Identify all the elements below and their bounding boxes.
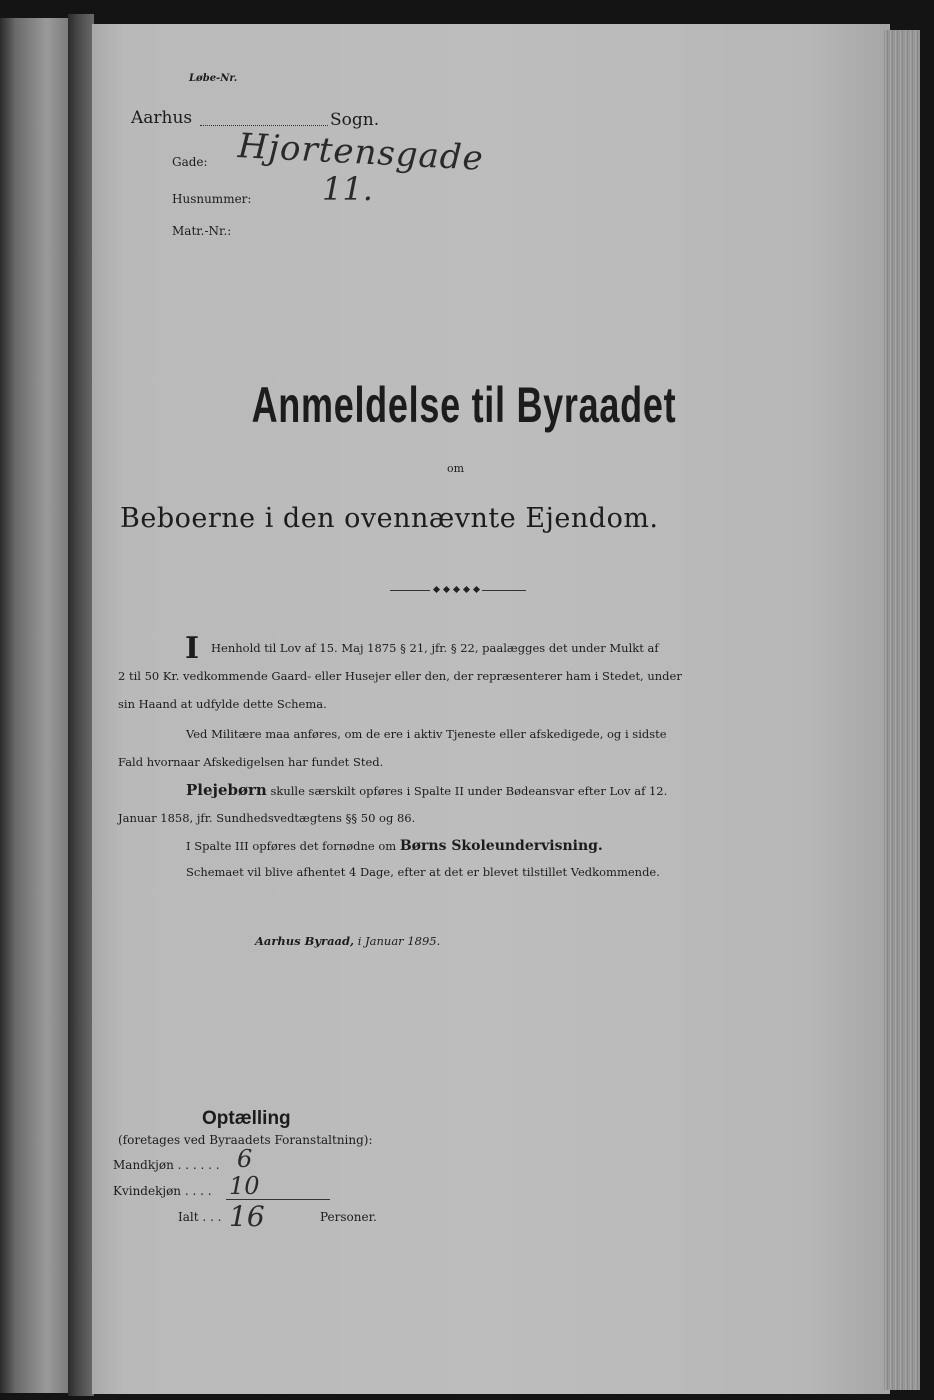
right-page-edges — [884, 30, 920, 1390]
paragraph-5: Schemaet vil blive afhentet 4 Dage, efter at det er blevet tilstillet Vedkommende. — [186, 865, 660, 879]
ornament-divider — [390, 589, 526, 593]
sogn-label: Sogn. — [330, 110, 380, 130]
matr-nr-label: Matr.-Nr.: — [172, 224, 232, 238]
count-subtitle: (foretages ved Byraadets Foranstaltning): — [118, 1133, 373, 1147]
paragraph-1-line-2: 2 til 50 Kr. vedkommende Gaard- eller Husejer eller den, der repræsenterer ham i Stedet, under — [118, 669, 682, 683]
paragraph-3-line-1 — [186, 776, 667, 805]
city-label: Aarhus — [131, 108, 193, 128]
plejeborn-emphasis: Plejebørn — [186, 781, 267, 799]
paragraph-3-line-1-text: skulle særskilt opføres i Spalte II under Bødeansvar efter Lov af 12. — [270, 784, 668, 798]
gade-label: Gade: — [172, 155, 208, 169]
om-label: om — [447, 462, 465, 475]
book-gutter — [68, 14, 94, 1396]
paragraph-2-line-2: Fald hvornaar Afskedigelsen har fundet Sted. — [118, 755, 384, 769]
initial-letter: I — [185, 631, 200, 666]
skoleundervisning-emphasis: Børns Skoleundervisning. — [399, 838, 603, 854]
ialt-handwritten-value: 16 — [229, 1200, 265, 1233]
kvindekjon-label: Kvindekjøn . . . . — [113, 1184, 212, 1198]
kvindekjon-handwritten-value: 10 — [229, 1172, 260, 1200]
sogn-dotted-line — [200, 125, 328, 126]
paragraph-2-line-1: Ved Militære maa anføres, om de ere i aktiv Tjeneste eller afskedigede, og i sidste — [186, 727, 667, 741]
subtitle: Beboerne i den ovennævnte Ejendom. — [120, 503, 659, 534]
husnummer-label: Husnummer: — [172, 192, 252, 206]
husnummer-handwritten-value: 11. — [322, 170, 373, 208]
paragraph-1-line-3: sin Haand at udfylde dette Schema. — [118, 697, 327, 711]
lobe-nr-label: Løbe-Nr. — [189, 73, 238, 84]
signature-date: i Januar 1895. — [357, 934, 441, 948]
count-title: Optælling — [202, 1108, 291, 1129]
paragraph-3-line-2: Januar 1858, jfr. Sundhedsvedtægtens §§ 50 og 86. — [118, 811, 416, 825]
left-page-edge — [0, 18, 78, 1393]
main-title: Anmeldelse til Byraadet — [251, 377, 677, 433]
gade-handwritten-value: Hjortensgade — [236, 126, 485, 179]
mandkjon-label: Mandkjøn . . . . . . — [113, 1158, 220, 1172]
paragraph-4-text: I Spalte III opføres det fornødne om — [186, 839, 397, 853]
personer-label: Personer. — [320, 1210, 377, 1224]
ialt-label: Ialt . . . — [178, 1210, 222, 1224]
paragraph-4 — [186, 832, 603, 860]
signature-line — [255, 934, 440, 948]
paragraph-1-line-1: Henhold til Lov af 15. Maj 1875 § 21, jfr. § 22, paalægges det under Mulkt af — [211, 641, 659, 655]
mandkjon-handwritten-value: 6 — [237, 1145, 253, 1173]
signature-bold: Aarhus Byraad, — [255, 934, 355, 948]
